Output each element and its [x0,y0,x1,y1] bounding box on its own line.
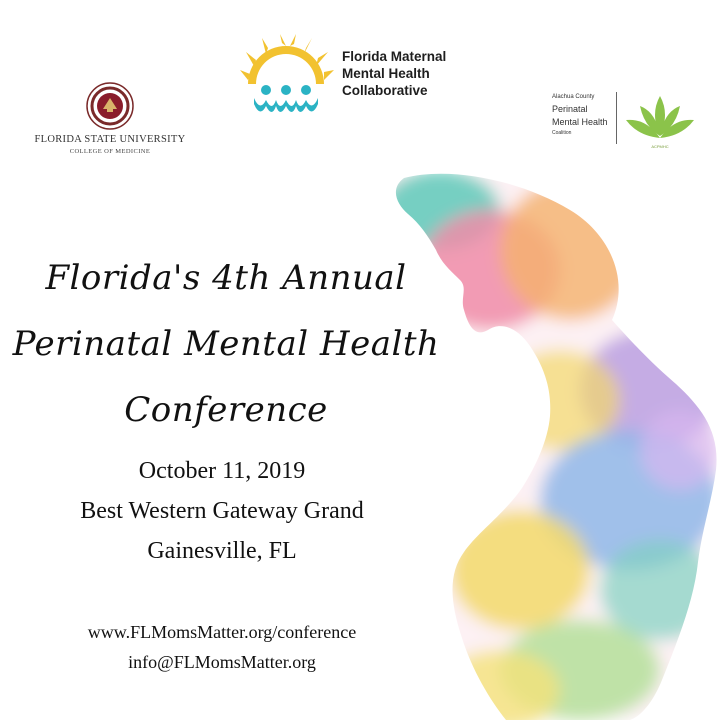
fmmhc-line1: Florida Maternal [342,49,447,64]
contact-email-link[interactable]: info@FLMomsMatter.org [128,652,316,672]
conference-website-link[interactable]: www.FLMomsMatter.org/conference [87,622,357,642]
fsu-logo [30,82,190,162]
alachua-line1: Alachua County [552,94,595,100]
lotus-caption: ACPMHC [651,144,669,149]
fmmhc-logo [222,28,494,122]
alachua-logo [548,90,704,154]
lotus-icon [620,92,700,144]
fsu-college: COLLEGE OF MEDICINE [69,148,151,155]
event-city: Gainesville, FL [147,538,297,564]
sun-people-icon [236,34,336,114]
conference-title-line2: Perinatal Mental Health [12,324,440,364]
fmmhc-line2: Mental Health [342,66,430,81]
fsu-name: FLORIDA STATE UNIVERSITY [34,134,186,145]
conference-title-line1: Florida's 4th Annual [45,258,407,298]
alachua-line2: Perinatal [552,104,588,114]
fsu-seal-icon [86,82,134,130]
conference-title-line3: Conference [124,390,328,430]
logo-divider [616,92,617,144]
alachua-line4: Coalition [552,130,572,136]
fmmhc-line3: Collaborative [342,83,428,98]
event-venue: Best Western Gateway Grand [80,498,364,524]
alachua-line3: Mental Health [552,117,608,127]
event-date: October 11, 2019 [138,458,306,484]
fmmhc-name [342,48,492,99]
